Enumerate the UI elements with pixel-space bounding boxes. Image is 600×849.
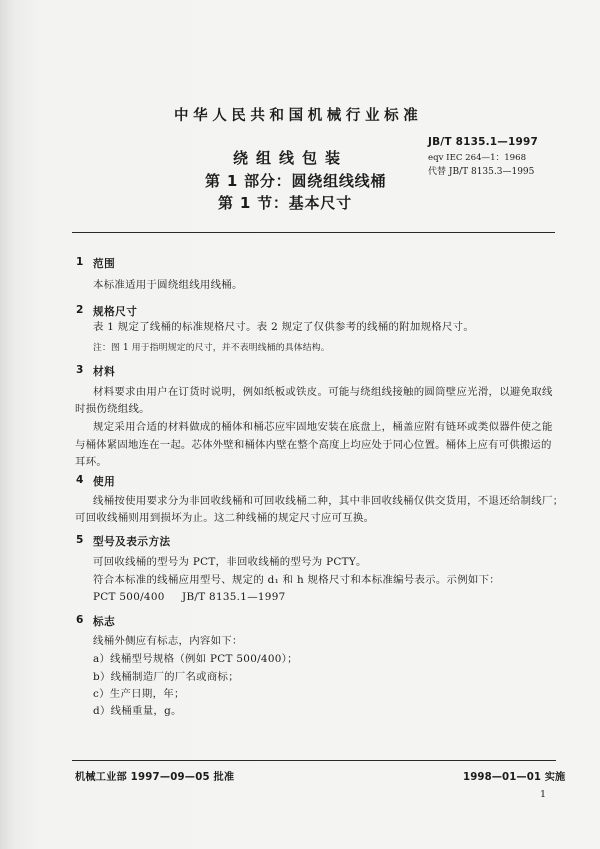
standard-series-heading: 中华人民共和国机械行业标准 <box>174 108 423 124</box>
paragraph-line: 线桶按使用要求分为非回收线桶和可回收线桶二种，其中非回收线桶仅供交货用，不退还给制线厂； <box>93 495 564 507</box>
section-title: 型号及表示方法 <box>93 536 171 548</box>
page-number: 1 <box>540 789 547 800</box>
paragraph-line: 耳环。 <box>75 456 108 468</box>
divider-top <box>72 232 555 233</box>
list-item: b）线桶制造厂的厂名或商标； <box>93 671 239 683</box>
section-title: 范围 <box>93 258 116 270</box>
list-item: c）生产日期，年； <box>93 688 185 700</box>
section-number: 4 <box>76 474 84 486</box>
paragraph-line: 材料要求由用户在订货时说明，例如纸板或铁皮。可能与绕组线接触的圆筒壁应光滑，以避免取线 <box>93 386 553 398</box>
paragraph-line: 规定采用合适的材料做成的桶体和桶芯应牢固地安装在底盘上，桶盖应附有链环或类似器件使之能 <box>93 421 553 433</box>
example-model: PCT 500/400 <box>93 591 165 603</box>
paragraph-line: 时损伤绕组线。 <box>75 403 150 415</box>
example-standard: JB/T 8135.1—1997 <box>182 591 286 603</box>
section-title: 材料 <box>93 366 116 378</box>
section-number: 2 <box>76 304 84 316</box>
paragraph-line: 符合本标准的线桶应用型号、规定的 d₁ 和 h 规格尺寸和本标准编号表示。示例如下： <box>93 574 500 586</box>
section-title: 标志 <box>93 616 116 628</box>
replaces-reference: 代替 JB/T 8135.3—1995 <box>428 167 535 177</box>
title-line-1: 绕组线包装 <box>233 149 349 167</box>
section-number: 5 <box>76 534 84 546</box>
list-item: a）线桶型号规格（例如 PCT 500/400）； <box>93 653 298 665</box>
paragraph-line: 可回收线桶则用到损坏为止。这二种线桶的规定尺寸应可互换。 <box>75 512 375 524</box>
title-line-2: 第 1 部分：圆绕组线线桶 <box>205 172 387 190</box>
title-line-3: 第 1 节：基本尺寸 <box>218 194 352 212</box>
paragraph-line: 本标准适用于圆绕组线用线桶。 <box>93 279 243 291</box>
paragraph-line: 线桶外侧应有标志，内容如下： <box>93 635 243 647</box>
paragraph-line: 与桶体紧固地连在一起。芯体外壁和桶体内壁在整个高度上均应处于同心位置。桶体上应有可供搬运的 <box>75 439 552 451</box>
footer-approval: 机械工业部 1997—09—05 批准 <box>75 772 235 783</box>
eqv-reference: eqv IEC 264—1：1968 <box>428 153 527 163</box>
section-number: 3 <box>76 364 84 376</box>
footer-effective-date: 1998—01—01 实施 <box>463 772 566 783</box>
note-line: 注：图 1 用于指明规定的尺寸，并不表明线桶的具体结构。 <box>93 343 330 353</box>
list-item: d）线桶重量，g。 <box>93 705 182 717</box>
section-number: 6 <box>76 614 84 626</box>
paragraph-line: 可回收线桶的型号为 PCT，非回收线桶的型号为 PCTY。 <box>93 556 367 568</box>
divider-bottom <box>72 760 556 761</box>
standard-code: JB/T 8135.1—1997 <box>428 136 539 148</box>
section-title: 使用 <box>93 476 116 488</box>
paragraph-line: 表 1 规定了线桶的标准规格尺寸。表 2 规定了仅供参考的线桶的附加规格尺寸。 <box>93 321 475 333</box>
section-title: 规格尺寸 <box>93 306 138 318</box>
section-number: 1 <box>76 256 84 268</box>
